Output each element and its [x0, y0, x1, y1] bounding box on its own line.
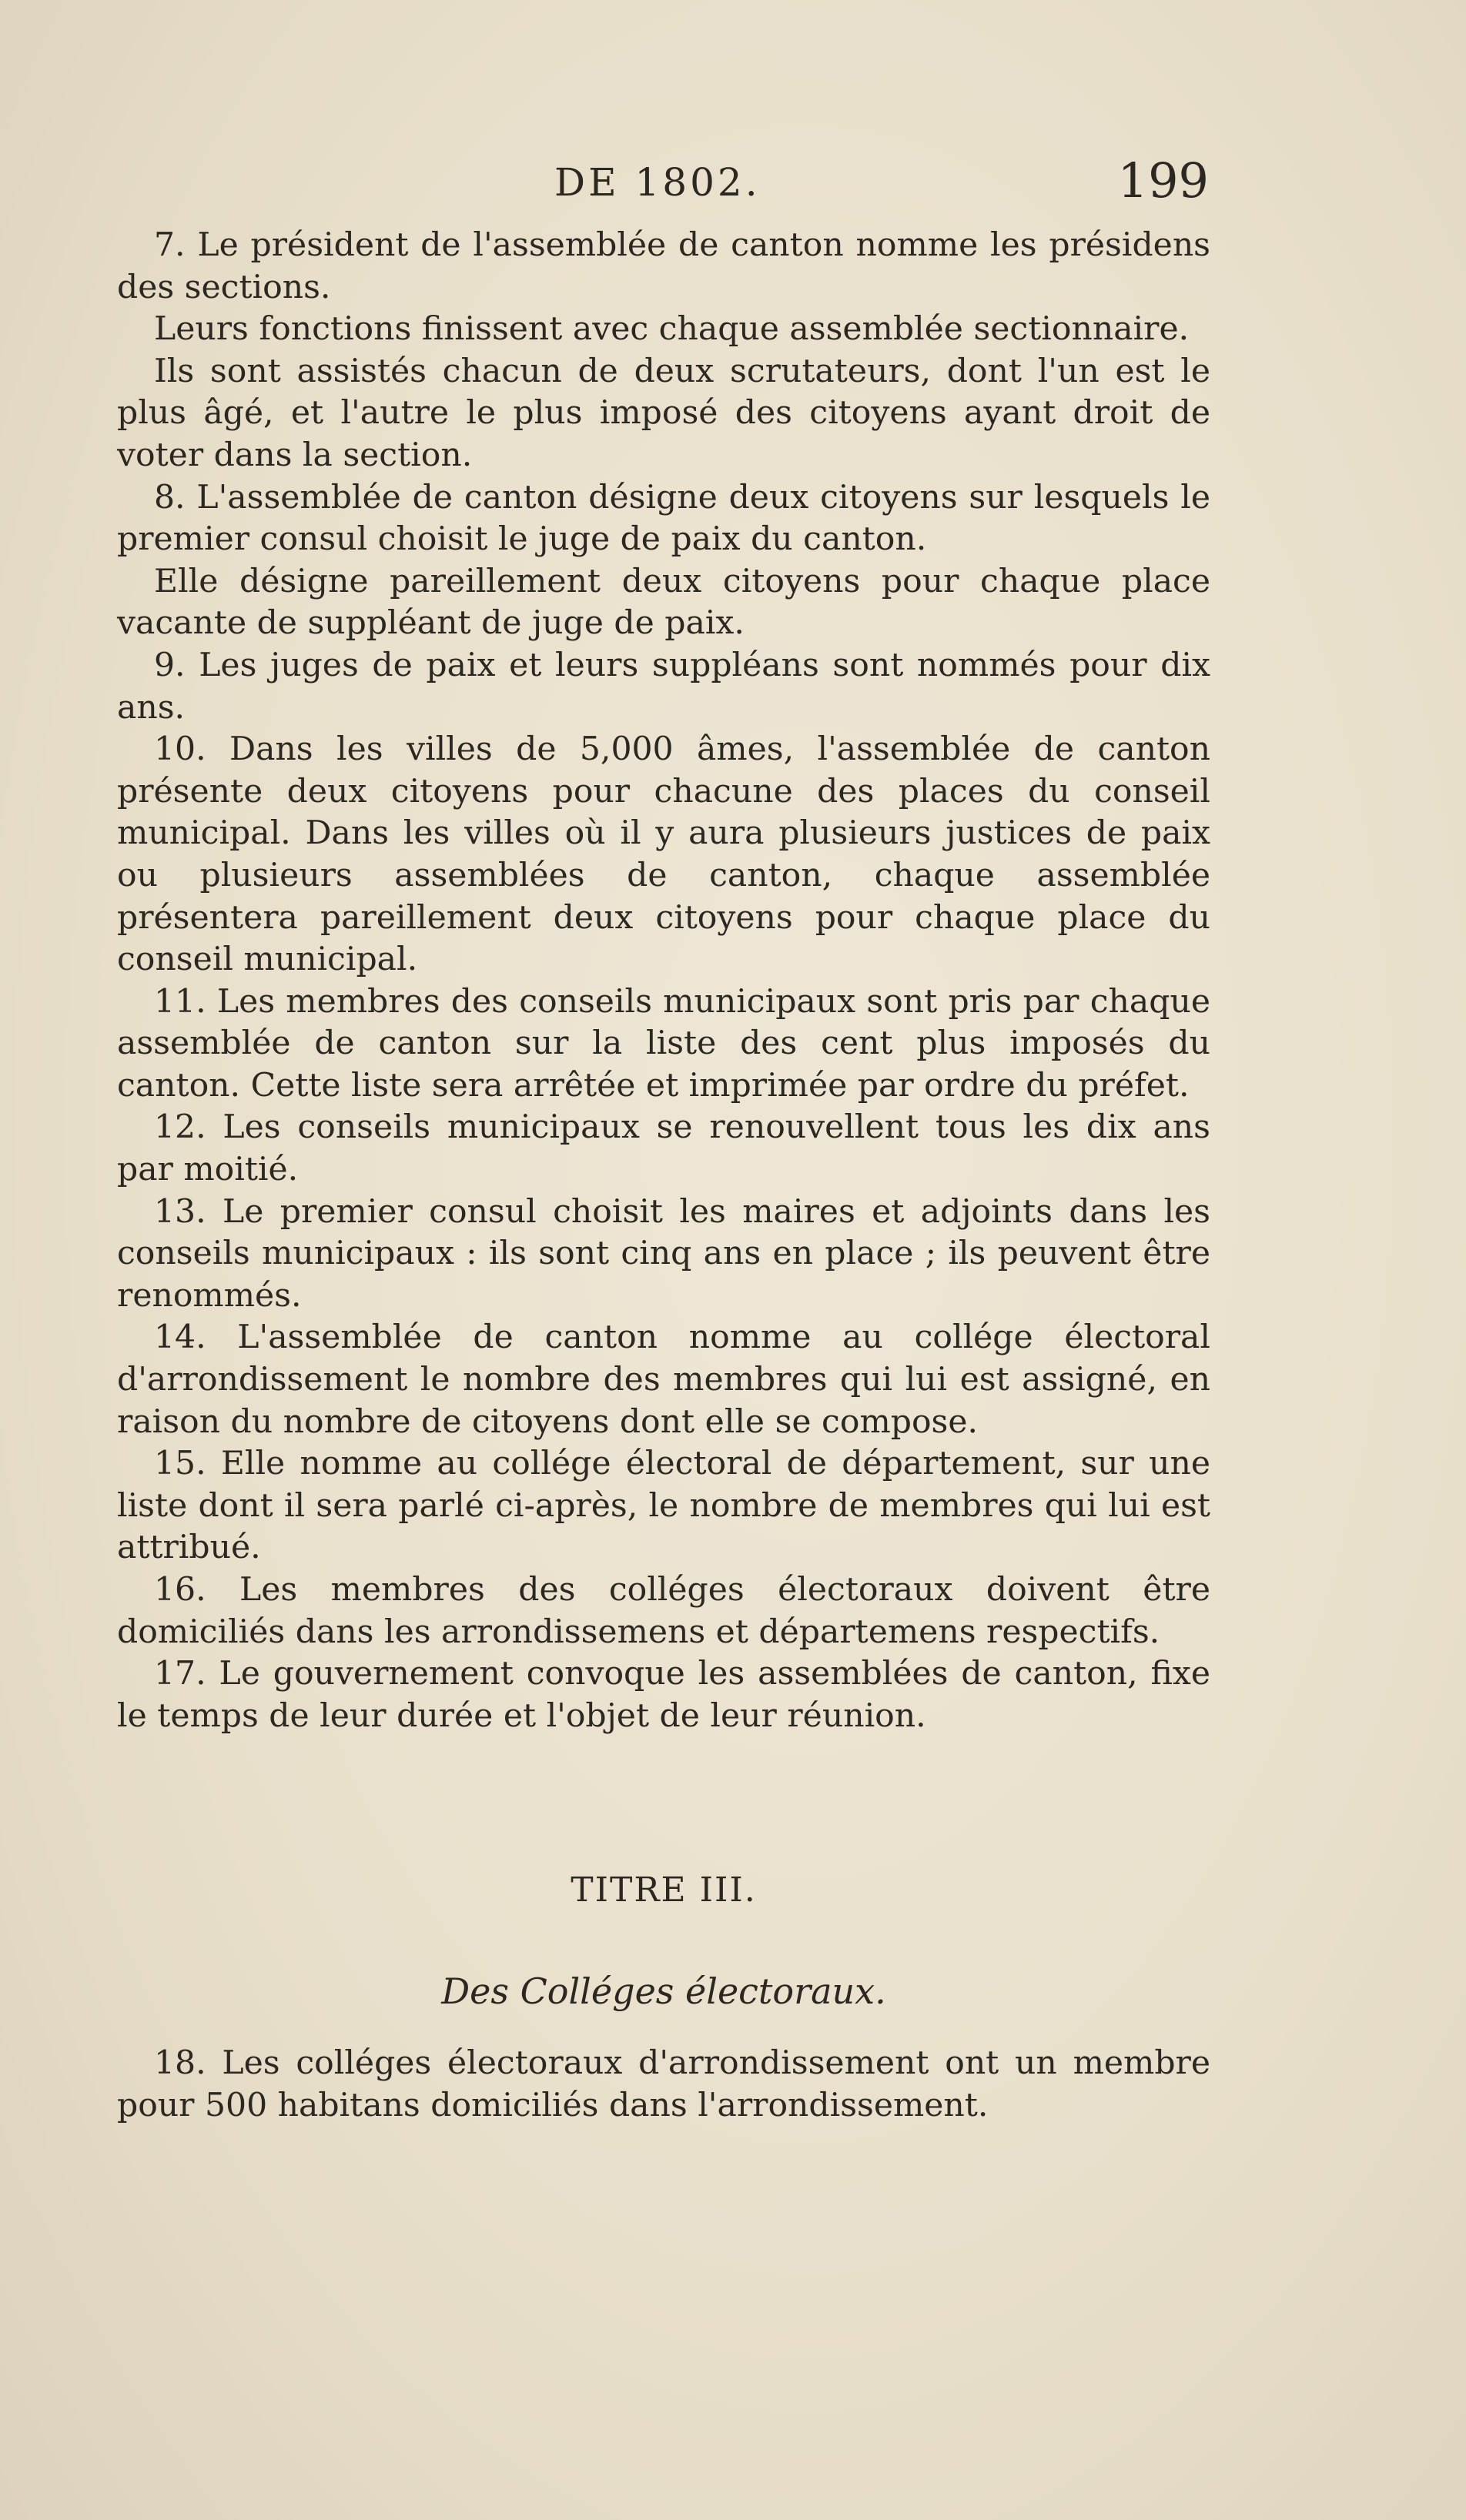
page-number: 199: [1117, 152, 1209, 209]
section-text: [117, 2043, 1210, 2127]
main-text: [117, 225, 1210, 1737]
paragraph: Ils sont assistés chacun de deux scrutateurs, dont l'un est le plus âgé, et l'autre le plus imposé des citoyens ayant droit de voter dans la section.: [117, 352, 1210, 474]
paragraph: 14. L'assemblée de canton nomme au collége électoral d'arrondissement le nombre des membres qui lui est assigné, en raison du nombre de citoyens dont elle se compose.: [117, 1318, 1210, 1441]
paragraph: 8. L'assemblée de canton désigne deux citoyens sur lesquels le premier consul choisit le juge de paix du canton.: [117, 478, 1210, 559]
section-title: TITRE III.: [571, 1870, 757, 1910]
paragraph: Leurs fonctions finissent avec chaque assemblée sectionnaire.: [154, 310, 1190, 349]
page-header: [115, 146, 1209, 216]
running-head: DE 1802.: [554, 160, 761, 205]
paragraph: 13. Le premier consul choisit les maires et adjoints dans les conseils municipaux : ils sont cinq ans en place ; ils peuvent être renommés.: [117, 1192, 1210, 1315]
paragraph: 12. Les conseils municipaux se renouvellent tous les dix ans par moitié.: [117, 1108, 1210, 1189]
paragraph: 7. Le président de l'assemblée de canton nomme les présidens des sections.: [117, 226, 1210, 306]
paragraph: 15. Elle nomme au collége électoral de département, sur une liste dont il sera parlé ci-après, le nombre de membres qui lui est attribué.: [117, 1445, 1210, 1567]
paragraph: 9. Les juges de paix et leurs suppléans sont nommés pour dix ans.: [117, 646, 1210, 727]
paragraph: 18. Les colléges électoraux d'arrondissement ont un membre pour 500 habitans domiciliés dans l'arrondissement.: [117, 2044, 1210, 2124]
paragraph: 11. Les membres des conseils municipaux sont pris par chaque assemblée de canton sur la liste des cent plus imposés du canton. Cette liste sera arrêtée et imprimée par ordre du préfet.: [117, 982, 1210, 1105]
paragraph: 16. Les membres des colléges électoraux doivent être domiciliés dans les arrondissemens et départemens respectifs.: [117, 1571, 1210, 1651]
paragraph: 10. Dans les villes de 5,000 âmes, l'assemblée de canton présente deux citoyens pour chacune des places du conseil municipal. Dans les villes où il y aura plusieurs justices de paix ou plusieurs assemblées de canton, chaque assemblée présentera pareillement deux citoyens pour chaque place du conseil municipal.: [117, 730, 1210, 979]
section-subtitle: Des Colléges électoraux.: [441, 1970, 886, 2012]
paragraph: 17. Le gouvernement convoque les assemblées de canton, fixe le temps de leur durée et l'objet de leur réunion.: [117, 1655, 1210, 1735]
paragraph: Elle désigne pareillement deux citoyens pour chaque place vacante de suppléant de juge de paix.: [117, 562, 1210, 643]
